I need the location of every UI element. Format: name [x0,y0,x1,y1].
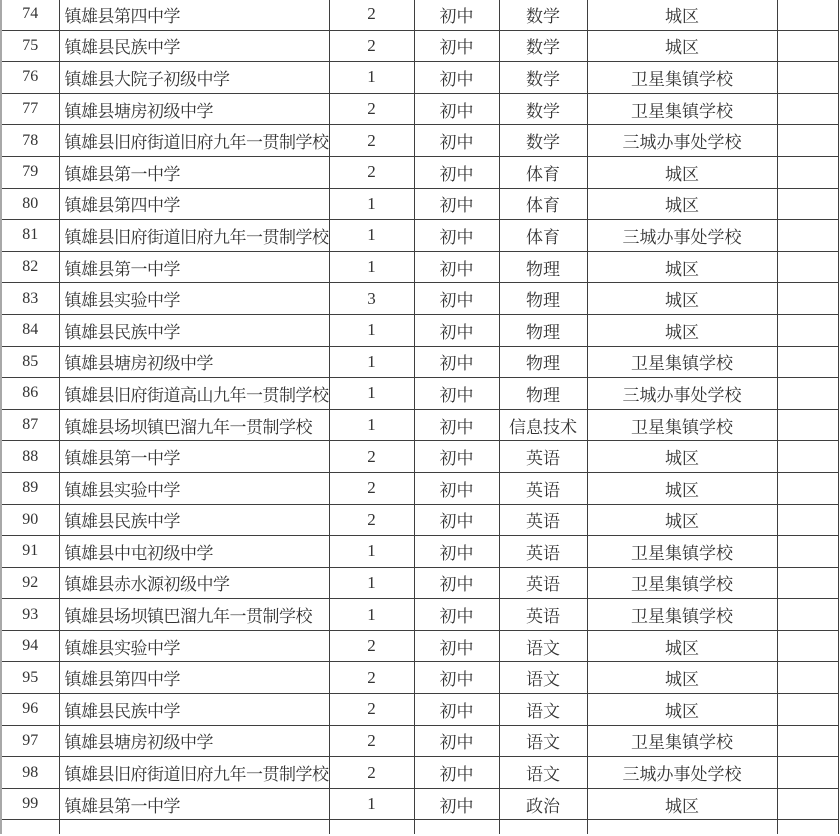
cell-blank [777,725,838,757]
cell-no: 82 [1,251,59,283]
cell-no: 85 [1,346,59,378]
cell-no: 84 [1,314,59,346]
cell-area: 卫星集镇学校 [587,599,777,631]
cell-count: 1 [329,788,414,820]
cell-level: 初中 [414,30,499,62]
cell-blank [777,378,838,410]
cell-no: 92 [1,567,59,599]
cell-blank [59,820,329,835]
table-row [1,251,838,283]
table-row [1,220,838,252]
table-row [1,567,838,599]
cell-school: 镇雄县塘房初级中学 [59,725,329,757]
cell-school: 镇雄县实验中学 [59,472,329,504]
cell-subject: 语文 [499,630,587,662]
cell-subject: 英语 [499,567,587,599]
cell-school: 镇雄县民族中学 [59,314,329,346]
cell-area: 城区 [587,630,777,662]
cell-school: 镇雄县塘房初级中学 [59,93,329,125]
cell-count: 1 [329,188,414,220]
cell-count: 2 [329,30,414,62]
cell-area: 三城办事处学校 [587,757,777,789]
cell-area: 城区 [587,0,777,30]
cell-subject: 物理 [499,283,587,315]
cell-subject: 体育 [499,220,587,252]
cell-no: 94 [1,630,59,662]
cell-school: 镇雄县民族中学 [59,694,329,726]
cell-blank [499,820,587,835]
cell-area: 城区 [587,504,777,536]
cell-blank [777,346,838,378]
table-row [1,662,838,694]
cell-subject: 英语 [499,441,587,473]
cell-school: 镇雄县第四中学 [59,0,329,30]
cell-area: 卫星集镇学校 [587,346,777,378]
cell-level: 初中 [414,725,499,757]
cell-no: 78 [1,125,59,157]
table-row [1,93,838,125]
cell-count: 2 [329,441,414,473]
cell-no: 88 [1,441,59,473]
cell-area: 城区 [587,30,777,62]
cell-subject: 语文 [499,725,587,757]
cell-blank [777,504,838,536]
cell-blank [777,156,838,188]
cell-no: 98 [1,757,59,789]
cell-no: 83 [1,283,59,315]
cell-subject: 体育 [499,188,587,220]
cell-blank [777,30,838,62]
cell-count: 1 [329,251,414,283]
table-row [1,536,838,568]
table-row [1,441,838,473]
cell-level: 初中 [414,346,499,378]
cell-blank [777,757,838,789]
cell-count: 1 [329,409,414,441]
cell-no: 80 [1,188,59,220]
cell-no: 79 [1,156,59,188]
cell-blank [777,567,838,599]
cell-subject: 物理 [499,378,587,410]
cell-no: 90 [1,504,59,536]
cell-no: 93 [1,599,59,631]
cell-school: 镇雄县旧府街道旧府九年一贯制学校 [59,125,329,157]
cell-level: 初中 [414,567,499,599]
cell-area: 三城办事处学校 [587,378,777,410]
cell-blank [777,441,838,473]
cell-no: 97 [1,725,59,757]
cell-area: 卫星集镇学校 [587,62,777,94]
cell-count: 3 [329,283,414,315]
cell-subject: 数学 [499,62,587,94]
cell-school: 镇雄县场坝镇巴溜九年一贯制学校 [59,599,329,631]
cell-blank [777,599,838,631]
cell-count: 2 [329,472,414,504]
cell-count: 2 [329,156,414,188]
table-row [1,725,838,757]
cell-area: 卫星集镇学校 [587,725,777,757]
cell-subject: 信息技术 [499,409,587,441]
cell-school: 镇雄县第四中学 [59,188,329,220]
table-row [1,346,838,378]
cell-count: 1 [329,62,414,94]
table-row [1,757,838,789]
cell-count: 2 [329,630,414,662]
cell-area: 城区 [587,156,777,188]
cell-subject: 英语 [499,472,587,504]
cell-subject: 英语 [499,536,587,568]
cell-count: 2 [329,504,414,536]
cell-school: 镇雄县旧府街道旧府九年一贯制学校 [59,220,329,252]
cell-school: 镇雄县第一中学 [59,251,329,283]
cell-level: 初中 [414,251,499,283]
cell-count: 2 [329,662,414,694]
cell-area: 城区 [587,662,777,694]
cell-blank [1,820,59,835]
cell-count: 2 [329,0,414,30]
cell-no: 75 [1,30,59,62]
cell-area: 城区 [587,441,777,473]
cell-area: 卫星集镇学校 [587,409,777,441]
cell-count: 2 [329,93,414,125]
cell-blank [777,0,838,30]
cell-blank [777,630,838,662]
cell-level: 初中 [414,409,499,441]
cell-no: 99 [1,788,59,820]
table-row-partial [1,820,838,835]
cell-blank [777,820,838,835]
cell-school: 镇雄县中屯初级中学 [59,536,329,568]
cell-blank [777,62,838,94]
cell-subject: 体育 [499,156,587,188]
cell-no: 76 [1,62,59,94]
cell-subject: 物理 [499,251,587,283]
cell-no: 91 [1,536,59,568]
cell-count: 1 [329,220,414,252]
cell-no: 86 [1,378,59,410]
cell-blank [587,820,777,835]
cell-level: 初中 [414,0,499,30]
cell-blank [777,694,838,726]
cell-school: 镇雄县赤水源初级中学 [59,567,329,599]
cell-count: 1 [329,599,414,631]
cell-school: 镇雄县实验中学 [59,283,329,315]
cell-school: 镇雄县大院子初级中学 [59,62,329,94]
table-row [1,472,838,504]
cell-area: 卫星集镇学校 [587,536,777,568]
cell-blank [777,220,838,252]
cell-subject: 语文 [499,662,587,694]
cell-blank [777,788,838,820]
cell-level: 初中 [414,283,499,315]
cell-count: 2 [329,725,414,757]
cell-blank [777,125,838,157]
cell-school: 镇雄县塘房初级中学 [59,346,329,378]
cell-level: 初中 [414,536,499,568]
cell-level: 初中 [414,757,499,789]
cell-subject: 物理 [499,346,587,378]
cell-subject: 英语 [499,599,587,631]
table-row [1,788,838,820]
cell-blank [777,251,838,283]
cell-count: 1 [329,567,414,599]
table-row [1,188,838,220]
cell-school: 镇雄县旧府街道高山九年一贯制学校 [59,378,329,410]
cell-school: 镇雄县第一中学 [59,441,329,473]
cell-school: 镇雄县第一中学 [59,156,329,188]
cell-level: 初中 [414,220,499,252]
cell-level: 初中 [414,599,499,631]
cell-level: 初中 [414,156,499,188]
cell-no: 96 [1,694,59,726]
cell-count: 1 [329,346,414,378]
cell-level: 初中 [414,441,499,473]
table-row [1,314,838,346]
cell-blank [777,188,838,220]
cell-level: 初中 [414,93,499,125]
cell-level: 初中 [414,504,499,536]
cell-area: 三城办事处学校 [587,125,777,157]
cell-subject: 数学 [499,125,587,157]
table-row [1,62,838,94]
cell-area: 城区 [587,283,777,315]
table-row [1,630,838,662]
cell-blank [777,536,838,568]
cell-no: 95 [1,662,59,694]
cell-count: 2 [329,125,414,157]
cell-area: 城区 [587,188,777,220]
cell-subject: 英语 [499,504,587,536]
cell-level: 初中 [414,188,499,220]
cell-no: 89 [1,472,59,504]
cell-area: 城区 [587,788,777,820]
cell-level: 初中 [414,630,499,662]
cell-subject: 语文 [499,757,587,789]
cell-no: 74 [1,0,59,30]
cell-subject: 物理 [499,314,587,346]
cell-area: 城区 [587,314,777,346]
cell-school: 镇雄县旧府街道旧府九年一贯制学校 [59,757,329,789]
cell-blank [777,662,838,694]
table-row [1,409,838,441]
cell-level: 初中 [414,314,499,346]
cell-school: 镇雄县第一中学 [59,788,329,820]
cell-subject: 数学 [499,0,587,30]
table-row [1,30,838,62]
cell-count: 2 [329,757,414,789]
table-row [1,125,838,157]
cell-blank [414,820,499,835]
cell-area: 卫星集镇学校 [587,93,777,125]
cell-count: 1 [329,378,414,410]
cell-count: 2 [329,694,414,726]
cell-school: 镇雄县场坝镇巴溜九年一贯制学校 [59,409,329,441]
cell-no: 77 [1,93,59,125]
cell-no: 81 [1,220,59,252]
cell-school: 镇雄县民族中学 [59,504,329,536]
cell-blank [329,820,414,835]
cell-level: 初中 [414,62,499,94]
cell-area: 城区 [587,472,777,504]
cell-school: 镇雄县实验中学 [59,630,329,662]
table-row [1,0,838,30]
cell-school: 镇雄县民族中学 [59,30,329,62]
cell-area: 三城办事处学校 [587,220,777,252]
cell-subject: 语文 [499,694,587,726]
cell-blank [777,93,838,125]
cell-subject: 数学 [499,93,587,125]
cell-level: 初中 [414,694,499,726]
table-row [1,504,838,536]
cell-blank [777,472,838,504]
cell-blank [777,409,838,441]
cell-blank [777,314,838,346]
cell-blank [777,283,838,315]
cell-subject: 政治 [499,788,587,820]
cell-subject: 数学 [499,30,587,62]
cell-level: 初中 [414,472,499,504]
table-row [1,599,838,631]
cell-level: 初中 [414,662,499,694]
cell-no: 87 [1,409,59,441]
cell-school: 镇雄县第四中学 [59,662,329,694]
table-row [1,694,838,726]
cell-area: 卫星集镇学校 [587,567,777,599]
cell-area: 城区 [587,251,777,283]
cell-count: 1 [329,314,414,346]
cell-count: 1 [329,536,414,568]
table-row [1,156,838,188]
cell-area: 城区 [587,694,777,726]
cell-level: 初中 [414,125,499,157]
cell-level: 初中 [414,788,499,820]
table-row [1,283,838,315]
cell-level: 初中 [414,378,499,410]
table-row [1,378,838,410]
